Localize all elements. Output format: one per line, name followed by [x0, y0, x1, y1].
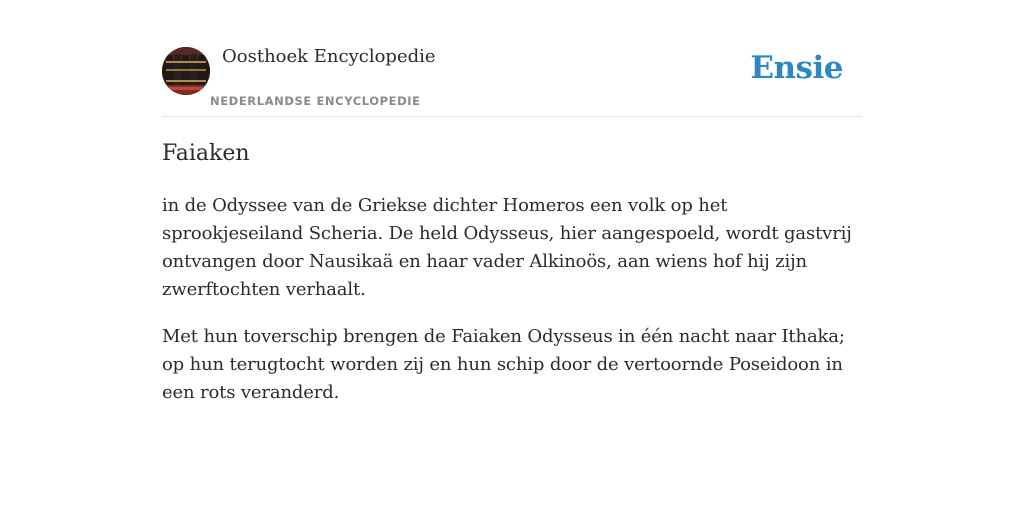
entry-content	[162, 138, 862, 426]
entry-paragraph: Met hun toverschip brengen de Faiaken Odysseus in één nacht naar Ithaka; op hun terugtocht worden zij en hun schip door de vertoornde Poseidoon in een rots veranderd.	[162, 326, 845, 403]
source-subtitle: NEDERLANDSE ENCYCLOPEDIE	[210, 94, 421, 108]
brand-logo-link[interactable]: Ensie	[750, 50, 843, 86]
source-header	[162, 46, 862, 117]
source-title-link[interactable]: Oosthoek Encyclopedie	[222, 46, 436, 67]
encyclopedia-books-icon[interactable]	[162, 47, 210, 95]
entry-paragraph: in de Odyssee van de Griekse dichter Homeros een volk op het sprookjeseiland Scheria. De held Odysseus, hier aangespoeld, wordt gastvrij ontvangen door Nausikaä en haar vader Alkinoös, aan wiens hof hij zijn zwerftochten verhaalt.	[162, 195, 852, 300]
entry-title: Faiaken	[162, 141, 250, 166]
